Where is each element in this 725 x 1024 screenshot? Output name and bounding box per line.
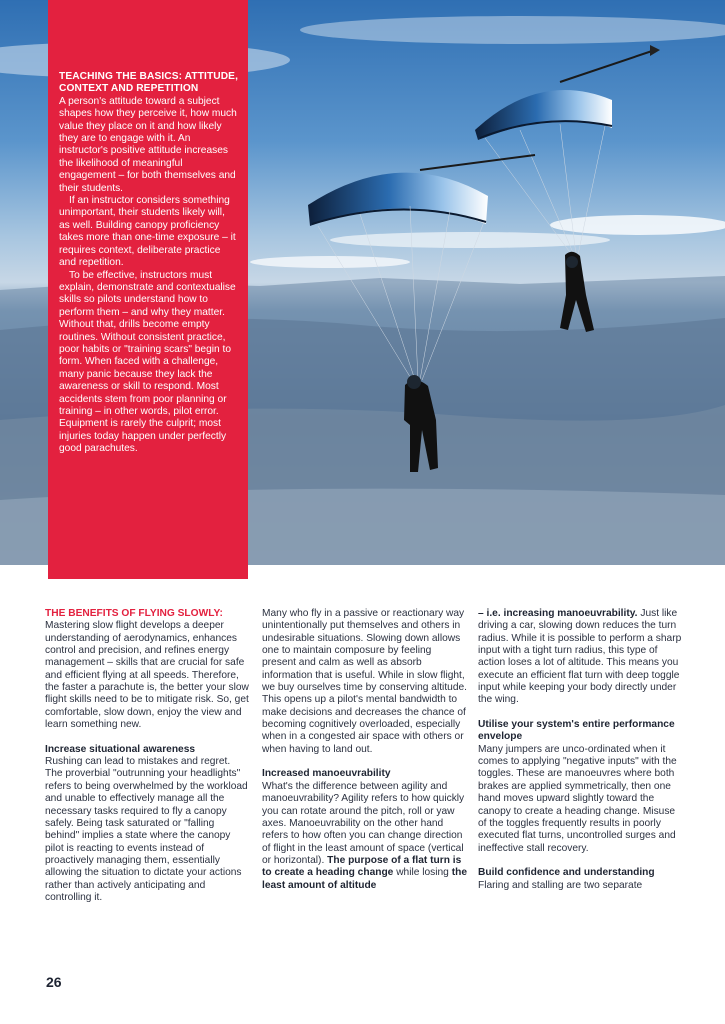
awareness-heading: Increase situational awareness <box>45 743 196 755</box>
benefits-heading: THE BENEFITS OF FLYING SLOWLY: <box>45 608 223 619</box>
flat-turn-bold: the least amount of altitude <box>262 867 467 891</box>
sidebar-heading: TEACHING THE BASICS: ATTITUDE, CONTEXT AND REPETITION <box>59 71 239 95</box>
sidebar-box <box>48 0 248 579</box>
flat-turn-paragraph: – i.e. increasing manoeuvrability. Just like driving a car, slowing down reduces the turn radius. While it is possible to perform a sharp input with a tight turn radius, this type of action loses a lot of altitude. This means you execute an efficient flat turn with deep toggle input while keeping your body directly under the wing. <box>478 608 682 706</box>
flat-turn-mid: while losing <box>396 867 449 879</box>
article-column-3 <box>478 608 683 904</box>
flat-turn-bold: – i.e. increasing manoeuvrability <box>478 608 635 619</box>
envelope-text: Many jumpers are unco-ordinated when it comes to applying "negative inputs" with the toggles. These are manoeuvres where both brakes are applied symmetrically, then one hand moves upward slightly toward the canopy to create a heading change. Misuse of the toggles frequently results in poorly executed flat turns, uncontrolled surges and ineffective stall recovery. <box>478 743 677 854</box>
confidence-heading: Build confidence and understanding <box>478 867 655 879</box>
envelope-heading: Utilise your system's entire performance envelope <box>478 719 675 743</box>
awareness-text: Rushing can lead to mistakes and regret. The proverbial "outrunning your headlights" refers to being overwhelmed by the workload and unable to effectively manage all the necessary tasks required to fly a canopy safely. Being task saturated or "falling behind" implies a state where the canopy pilot is reacting to events instead of proactively managing them, essentially allowing the situation to dictate your actions rather than actively anticipating and controlling it. <box>45 756 248 903</box>
confidence-text: Flaring and stalling are two separate <box>478 879 643 891</box>
page-number: 26 <box>46 974 62 990</box>
benefits-text: Mastering slow flight develops a deeper understanding of aerodynamics, enhances control and precision, and refines energy management – skills that are crucial for safe and efficient flying at all speeds. Therefore, the faster a parachute is, the better your slow flight skills need to be to mitigate risk. So, get comfortable, slow down, enjoy the view and learn something new. <box>45 620 249 731</box>
manoeuvrability-heading: Increased manoeuvrability <box>262 768 391 780</box>
article-column-1 <box>45 608 250 917</box>
article-column-2 <box>262 608 467 904</box>
passive-text: Many who fly in a passive or reactionary way unintentionally put themselves and others in undesirable situations. Slowing down allows one to maintain composure by feeling present and calm as well as absorb information that is useful. While in slow flight, we buy ourselves time by conserving altitude. This opens up a pilot's mental bandwidth to make decisions and decreases the chance of becoming cognitively overloaded, especially when in a congested air space with others or when having to land out. <box>262 608 467 755</box>
sidebar-paragraph: A person's attitude toward a subject shapes how they perceive it, how much value they place on it and how likely they are to engage with it. An instructor's positive attitude increases the likelihood of meaningful engagement – for both themselves and their students. <box>59 95 237 194</box>
manoeuvrability-paragraph <box>262 781 467 892</box>
flat-turn-bold: The purpose of a flat turn is to create a heading change <box>262 854 462 879</box>
manoeuvrability-text: What's the difference between agility and manoeuvrability? Agility refers to how quickly you can rotate around the pitch, roll or yaw axes. Manoeuvrability on the other hand refers to how often you can change direction of flight in the least amount of space (vertical or horizontal). <box>262 780 465 866</box>
sidebar-paragraph: If an instructor considers something unimportant, their students likely will, as well. Building canopy proficiency takes more than one-time exposure – it requires context, deliberate practice and repetition. <box>59 195 236 269</box>
flat-turn-rest: Just like driving a car, slowing down reduces the turn radius. While it is possible to perform a sharp input with a tight turn radius, this type of action loses a lot of altitude. This means you execute an efficient flat turn with deep toggle input while keeping your body directly under the wing. <box>478 608 682 706</box>
sidebar-paragraph: To be effective, instructors must explain, demonstrate and contextualise skills so pilots understand how to perform them – and why they matter. Without that, drills become empty routines. Without consistent practice, poor habits or "training scars" begin to form. When faced with a challenge, many panic because they lack the awareness or skill to respond. Most accidents stem from poor planning or training – in other words, pilot error. Equipment is rarely the culprit; most injuries today happen under perfectly good parachutes. <box>59 269 236 455</box>
